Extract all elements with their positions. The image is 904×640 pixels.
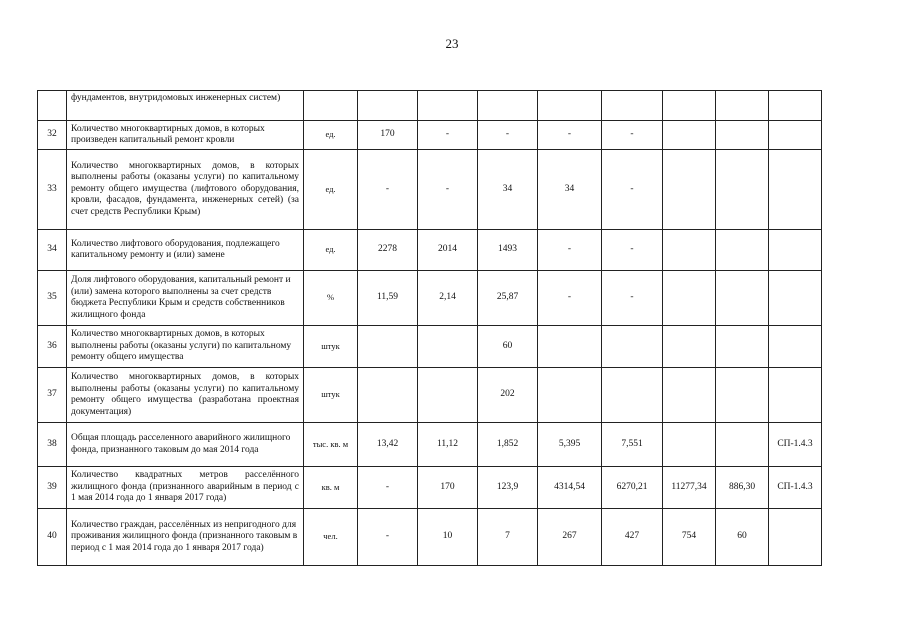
table-row xyxy=(38,467,879,509)
reference-cell xyxy=(769,150,822,230)
value-cell: - xyxy=(602,271,663,326)
indicator-description: фундаментов, внутридомовых инженерных систем) xyxy=(67,91,304,121)
value-cell: 170 xyxy=(418,467,478,509)
indicator-description: Количество многоквартирных домов, в которых произведен капитальный ремонт кровли xyxy=(67,121,304,150)
value-cell xyxy=(663,230,716,271)
value-cell: - xyxy=(418,150,478,230)
value-cell: - xyxy=(538,121,602,150)
value-cell xyxy=(358,326,418,368)
value-cell xyxy=(358,91,418,121)
value-cell xyxy=(663,423,716,467)
reference-cell xyxy=(769,368,822,423)
unit-cell: % xyxy=(304,271,358,326)
value-cell xyxy=(716,230,769,271)
value-cell: 34 xyxy=(478,150,538,230)
indicator-description: Количество многоквартирных домов, в которых выполнены работы (оказаны услуги) по капитальному ремонту общего имущества (разработана проектная документация) xyxy=(67,368,304,423)
value-cell: - xyxy=(602,121,663,150)
value-cell: 886,30 xyxy=(716,467,769,509)
row-number: 38 xyxy=(38,423,67,467)
reference-cell: СП-1.4.3 xyxy=(769,423,822,467)
value-cell: 754 xyxy=(663,509,716,566)
row-number: 39 xyxy=(38,467,67,509)
value-cell xyxy=(716,271,769,326)
value-cell: 202 xyxy=(478,368,538,423)
unit-cell xyxy=(304,91,358,121)
value-cell xyxy=(538,368,602,423)
value-cell: 34 xyxy=(538,150,602,230)
value-cell xyxy=(663,121,716,150)
value-cell xyxy=(602,91,663,121)
unit-cell: ед. xyxy=(304,230,358,271)
value-cell: 7,551 xyxy=(602,423,663,467)
value-cell: 427 xyxy=(602,509,663,566)
value-cell xyxy=(663,91,716,121)
table-row xyxy=(38,121,879,150)
value-cell: 11,12 xyxy=(418,423,478,467)
unit-cell: чел. xyxy=(304,509,358,566)
row-number: 35 xyxy=(38,271,67,326)
value-cell: 60 xyxy=(478,326,538,368)
value-cell xyxy=(418,91,478,121)
value-cell: - xyxy=(478,121,538,150)
value-cell xyxy=(538,326,602,368)
value-cell: - xyxy=(358,509,418,566)
row-number: 37 xyxy=(38,368,67,423)
indicator-description: Количество квадратных метров расселённого жилищного фонда (признанного аварийным в период с 1 мая 2014 года до 1 января 2017 года) xyxy=(67,467,304,509)
value-cell xyxy=(418,368,478,423)
indicator-description: Количество лифтового оборудования, подлежащего капитальному ремонту и (или) замене xyxy=(67,230,304,271)
value-cell: 7 xyxy=(478,509,538,566)
value-cell: 123,9 xyxy=(478,467,538,509)
reference-cell xyxy=(769,326,822,368)
reference-cell xyxy=(769,91,822,121)
value-cell xyxy=(602,368,663,423)
indicators-table xyxy=(37,90,879,566)
value-cell: 4314,54 xyxy=(538,467,602,509)
table-row xyxy=(38,230,879,271)
value-cell: - xyxy=(418,121,478,150)
value-cell xyxy=(478,91,538,121)
value-cell xyxy=(716,368,769,423)
value-cell: 2,14 xyxy=(418,271,478,326)
unit-cell: кв. м xyxy=(304,467,358,509)
unit-cell: штук xyxy=(304,368,358,423)
unit-cell: ед. xyxy=(304,150,358,230)
value-cell xyxy=(663,368,716,423)
value-cell xyxy=(538,91,602,121)
value-cell: 11,59 xyxy=(358,271,418,326)
value-cell: 5,395 xyxy=(538,423,602,467)
row-number: 34 xyxy=(38,230,67,271)
row-number: 32 xyxy=(38,121,67,150)
value-cell: - xyxy=(358,150,418,230)
table-row xyxy=(38,91,879,121)
value-cell: 10 xyxy=(418,509,478,566)
table-row xyxy=(38,423,879,467)
value-cell: - xyxy=(358,467,418,509)
value-cell xyxy=(716,91,769,121)
value-cell: 1,852 xyxy=(478,423,538,467)
row-number: 36 xyxy=(38,326,67,368)
value-cell: 1493 xyxy=(478,230,538,271)
reference-cell: СП-1.4.3 xyxy=(769,467,822,509)
table-row xyxy=(38,150,879,230)
table-row xyxy=(38,326,879,368)
table-row xyxy=(38,509,879,566)
value-cell: 170 xyxy=(358,121,418,150)
value-cell xyxy=(663,150,716,230)
table-row xyxy=(38,368,879,423)
value-cell: - xyxy=(602,150,663,230)
page-number: 23 xyxy=(445,36,459,51)
value-cell xyxy=(716,423,769,467)
value-cell xyxy=(716,121,769,150)
table-row xyxy=(38,271,879,326)
value-cell: 2278 xyxy=(358,230,418,271)
reference-cell xyxy=(769,271,822,326)
unit-cell: ед. xyxy=(304,121,358,150)
row-number xyxy=(38,91,67,121)
unit-cell: тыс. кв. м xyxy=(304,423,358,467)
value-cell: - xyxy=(538,271,602,326)
value-cell: 11277,34 xyxy=(663,467,716,509)
value-cell: 13,42 xyxy=(358,423,418,467)
indicator-description: Количество многоквартирных домов, в которых выполнены работы (оказаны услуги) по капитальному ремонту общего имущества xyxy=(67,326,304,368)
indicator-description: Доля лифтового оборудования, капитальный ремонт и (или) замена которого выполнены за счет средств бюджета Республики Крым и средств собственников жилищного фонда xyxy=(67,271,304,326)
value-cell xyxy=(663,326,716,368)
unit-cell: штук xyxy=(304,326,358,368)
value-cell: - xyxy=(602,230,663,271)
value-cell: 2014 xyxy=(418,230,478,271)
value-cell xyxy=(663,271,716,326)
indicator-description: Количество многоквартирных домов, в которых выполнены работы (оказаны услуги) по капитальному ремонту общего имущества (лифтового оборудования, кровли, фасадов, фундамента, инженерных сетей) (за счет средств Республики Крым) xyxy=(67,150,304,230)
value-cell: - xyxy=(538,230,602,271)
value-cell xyxy=(716,150,769,230)
reference-cell xyxy=(769,509,822,566)
value-cell xyxy=(418,326,478,368)
value-cell: 25,87 xyxy=(478,271,538,326)
reference-cell xyxy=(769,230,822,271)
value-cell xyxy=(716,326,769,368)
row-number: 33 xyxy=(38,150,67,230)
value-cell: 6270,21 xyxy=(602,467,663,509)
value-cell: 267 xyxy=(538,509,602,566)
value-cell xyxy=(358,368,418,423)
reference-cell xyxy=(769,121,822,150)
indicator-description: Количество граждан, расселённых из непригодного для проживания жилищного фонда (признанного таковым в период с 1 мая 2014 года до 1 января 2017 года) xyxy=(67,509,304,566)
row-number: 40 xyxy=(38,509,67,566)
value-cell xyxy=(602,326,663,368)
indicator-description: Общая площадь расселенного аварийного жилищного фонда, признанного таковым до мая 2014 года xyxy=(67,423,304,467)
value-cell: 60 xyxy=(716,509,769,566)
